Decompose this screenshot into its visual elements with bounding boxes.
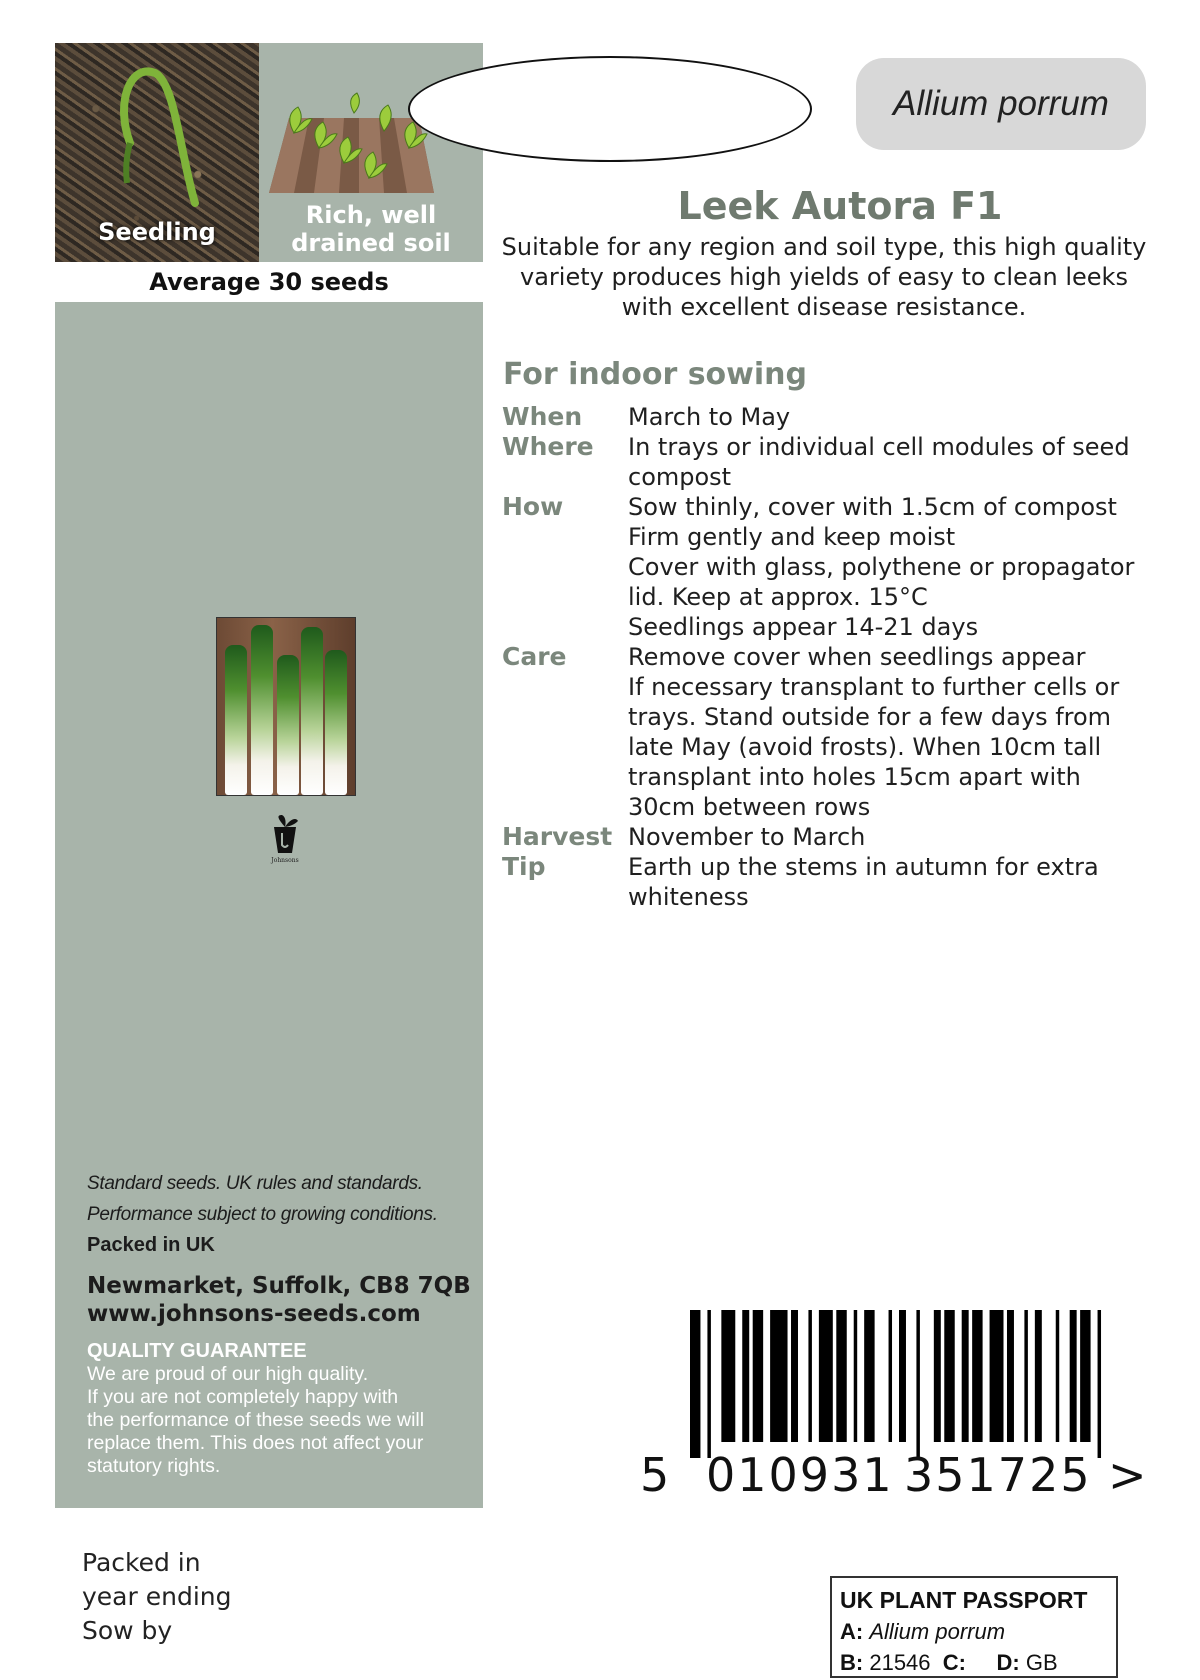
passport-a-key: A: [840,1619,864,1644]
soil-label [259,201,483,257]
brand-mark-text: Johnsons [271,857,299,864]
sowing-line: transplant into holes 15cm apart with [628,763,1081,791]
plant-pot-icon [268,813,302,857]
sowing-label: Tip [502,852,546,881]
barcode-bar [916,1310,919,1458]
sowing-row-care [502,642,1162,822]
barcode-bar [1080,1310,1090,1442]
sowing-row-how [502,492,1162,642]
passport-title: UK PLANT PASSPORT [840,1587,1088,1613]
leek-stem [251,625,273,795]
barcode-bar [990,1310,1004,1442]
barcode-bar [836,1310,846,1442]
legal-line2: Performance subject to growing conditions. [87,1204,438,1225]
sowing-row-when [502,402,1162,432]
guarantee-line: We are proud of our high quality. [87,1363,369,1385]
passport-line-bcd [840,1647,1108,1678]
leek-stem [225,645,247,795]
sowing-line: lid. Keep at approx. 15°C [628,583,928,611]
passport-line-a [840,1616,1108,1647]
seedling-photo [55,43,259,262]
sowing-line: In trays or individual cell modules of seed [628,433,1130,461]
barcode-bar [819,1310,833,1442]
sowing-value [628,642,1119,822]
seed-count: Average 30 seeds [55,262,483,302]
barcode-arrow: > [1108,1448,1149,1502]
johnsons-logo-icon [268,813,302,864]
leek-stem [301,627,323,795]
barcode-bar [899,1310,906,1442]
sowing-heading: For indoor sowing [503,357,807,392]
sowing-row-harvest [502,822,1162,852]
guarantee-heading: QUALITY GUARANTEE [87,1340,307,1362]
sowing-line: Earth up the stems in autumn for extra [628,853,1099,881]
leek-stem [277,655,299,795]
sowing-line: whiteness [628,883,749,911]
passport-d-value: GB [1025,1650,1058,1675]
sowing-line: compost [628,463,732,491]
packed-in-uk: Packed in UK [87,1234,215,1256]
barcode-bar [854,1310,857,1442]
sowing-row-where [502,432,1162,492]
barcode-bar [1024,1310,1027,1442]
sowing-line: March to May [628,403,791,431]
barcode-bar [1007,1310,1014,1442]
sowing-label: When [502,402,583,431]
quality-guarantee [87,1340,477,1478]
sowing-line: late May (avoid frosts). When 10cm tall [628,733,1102,761]
sowing-line: trays. Stand outside for a few days from [628,703,1112,731]
description-line: Suitable for any region and soil type, this high quality [501,233,1147,261]
sowing-value [628,402,790,432]
name-oval-blank [408,56,812,162]
sowing-row-tip [502,852,1162,912]
sowing-label: Care [502,642,567,671]
barcode-bar [808,1310,811,1442]
soil-label-line2: drained soil [291,229,451,257]
barcode-bar [1035,1310,1042,1442]
packed-in-label: Packed in [82,1548,201,1577]
address: Newmarket, Suffolk, CB8 7QB [87,1273,471,1299]
sowing-line: Firm gently and keep moist [628,523,956,551]
guarantee-line: statutory rights. [87,1455,221,1477]
barcode-bar [791,1310,798,1442]
passport-b-key: B: [840,1650,864,1675]
sowing-line: Cover with glass, polythene or propagator [628,553,1135,581]
barcode-group-left: 010931 [706,1448,894,1502]
sowing-value [628,822,865,852]
legal-block [87,1168,477,1328]
description-line: variety produces high yields of easy to clean leeks [520,263,1128,291]
soil-label-line1: Rich, well [305,201,437,229]
sowing-line: Remove cover when seedlings appear [628,643,1086,671]
barcode-bar [690,1310,700,1458]
guarantee-line: If you are not completely happy with [87,1386,399,1408]
barcode-bar [770,1310,787,1442]
sowing-line: If necessary transplant to further cells or [628,673,1120,701]
sowing-value [628,852,1099,912]
sowing-label: Where [502,432,594,461]
product-description [500,232,1148,322]
passport-b-value: 21546 [869,1650,931,1675]
barcode-bar [944,1310,954,1442]
sowing-label: How [502,492,564,521]
year-ending-label: year ending [82,1582,232,1611]
barcode-bar [707,1310,710,1458]
barcode-bar [1098,1310,1101,1458]
passport-d-key: D: [996,1650,1020,1675]
sowing-line: Seedlings appear 14-21 days [628,613,979,641]
plant-passport [830,1576,1118,1678]
barcode-bar [962,1310,969,1442]
barcode-bar [753,1310,763,1442]
packed-year-block [82,1546,231,1648]
guarantee-line: the performance of these seeds we will [87,1409,425,1431]
barcode-bar [1056,1310,1059,1442]
website-link[interactable]: www.johnsons-seeds.com [87,1301,421,1327]
sowing-table [502,402,1162,912]
passport-a-value: Allium porrum [869,1619,1006,1644]
seedling-label: Seedling [98,218,216,246]
barcode [690,1310,1108,1460]
left-panel [55,43,483,1508]
leek-photo [216,617,356,796]
sowing-line: Sow thinly, cover with 1.5cm of compost [628,493,1117,521]
barcode-bar [934,1310,941,1442]
passport-c-key: C: [942,1650,966,1675]
barcode-first-digit: 5 [640,1448,672,1502]
guarantee-line: replace them. This does not affect your [87,1432,424,1454]
barcode-bar [864,1310,874,1442]
barcode-bar [742,1310,749,1442]
legal-line1: Standard seeds. UK rules and standards. [87,1173,423,1194]
sowing-value [628,492,1134,642]
latin-name-badge: Allium porrum [856,58,1146,150]
sowing-label: Harvest [502,822,613,851]
barcode-bar [721,1310,735,1442]
leek-stem [325,650,347,795]
sowing-value [628,432,1130,492]
barcode-bar [889,1310,892,1442]
sow-by-label: Sow by [82,1616,173,1645]
sowing-line: 30cm between rows [628,793,871,821]
barcode-group-right: 351725 [904,1448,1092,1502]
barcode-bar [972,1310,982,1442]
description-line: with excellent disease resistance. [621,293,1027,321]
barcode-bar [1070,1310,1077,1442]
sowing-line: November to March [628,823,866,851]
product-title: Leek Autora F1 [677,184,1003,228]
